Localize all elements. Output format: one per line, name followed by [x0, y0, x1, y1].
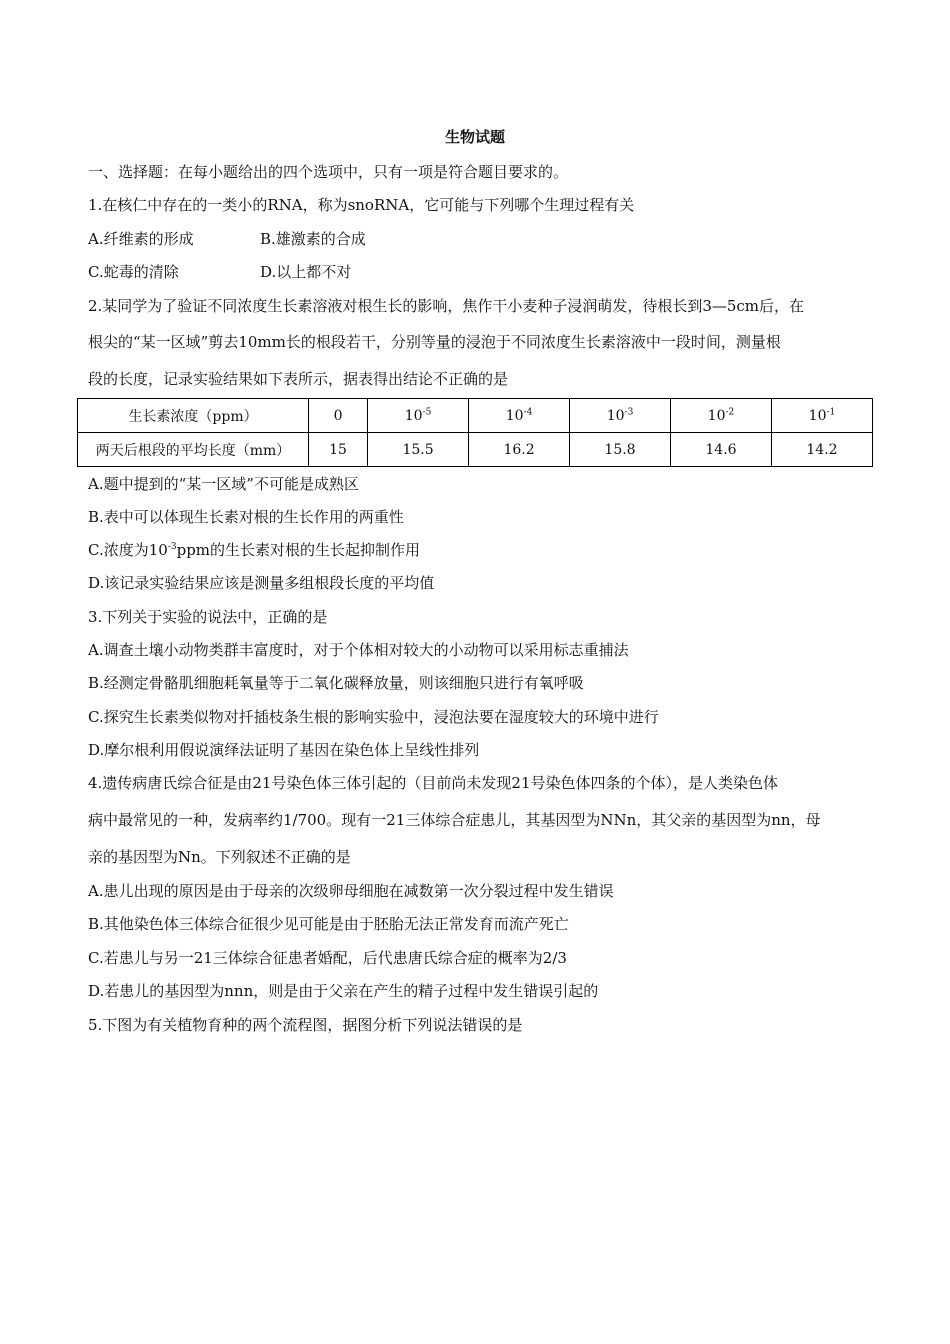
- question-3-option-a: A.调查土壤小动物类群丰富度时，对于个体相对较大的小动物可以采用标志重捕法: [88, 641, 629, 659]
- question-4-option-a: A.患儿出现的原因是由于母亲的次级卵母细胞在减数第一次分裂过程中发生错误: [88, 882, 614, 900]
- question-1-option-c: C.蛇毒的清除: [88, 263, 179, 281]
- table-cell: 15.5: [368, 433, 469, 467]
- question-2-option-d: D.该记录实验结果应该是测量多组根段长度的平均值: [88, 574, 435, 592]
- question-1-option-d: D.以上都不对: [260, 263, 352, 281]
- question-1-stem: 1.在核仁中存在的一类小的RNA，称为snoRNA，它可能与下列哪个生理过程有关: [88, 196, 635, 214]
- table-cell: 14.2: [771, 433, 872, 467]
- table-row: [78, 433, 873, 467]
- question-2-stem-line-1: 2.某同学为了验证不同浓度生长素溶液对根生长的影响，焦作干小麦种子浸润萌发，待根长到3—5cm后，在: [88, 297, 805, 315]
- question-4-stem-line-2: 病中最常见的一种，发病率约1/700。现有一21三体综合症患儿，其基因型为NNn，其父亲的基因型为nn，母: [88, 811, 821, 829]
- question-2-option-b: B.表中可以体现生长素对根的生长作用的两重性: [88, 508, 404, 526]
- table-header-concentration: 生长素浓度（ppm）: [78, 399, 309, 433]
- question-2-option-a: A.题中提到的“某一区域”不可能是成熟区: [88, 475, 359, 493]
- question-4-option-d: D.若患儿的基因型为nnn，则是由于父亲在产生的精子过程中发生错误引起的: [88, 982, 599, 1000]
- question-2-stem-line-2: 根尖的“某一区域”剪去10mm长的根段若干，分别等量的浸泡于不同浓度生长素溶液中一段时间，测量根: [88, 333, 781, 351]
- question-4-stem-line-1: 4.遗传病唐氏综合征是由21号染色体三体引起的（目前尚未发现21号染色体四条的个体），是人类染色体: [88, 774, 778, 792]
- table-header-length: 两天后根段的平均长度（mm）: [78, 433, 309, 467]
- question-1-option-a: A.纤维素的形成: [88, 230, 194, 248]
- table-cell: 16.2: [469, 433, 570, 467]
- question-2-stem-line-3: 段的长度，记录实验结果如下表所示，据表得出结论不正确的是: [88, 370, 509, 388]
- page-title: 生物试题: [444, 128, 505, 146]
- table-cell: $10^{-1}$: [771, 399, 872, 433]
- question-2-option-c: C.浓度为$10^{-3}ppm$的生长素对根的生长起抑制作用: [88, 541, 421, 559]
- question-5-stem: 5.下图为有关植物育种的两个流程图，据图分析下列说法错误的是: [88, 1016, 523, 1034]
- table-cell: $10^{-2}$: [671, 399, 772, 433]
- question-4-option-c: C.若患儿与另一21三体综合征患者婚配，后代患唐氏综合症的概率为2/3: [88, 949, 567, 967]
- table-cell: 14.6: [671, 433, 772, 467]
- question-3-stem: 3.下列关于实验的说法中，正确的是: [88, 608, 328, 626]
- question-1-option-b: B.雄激素的合成: [260, 230, 366, 248]
- question-3-option-b: B.经测定骨骼肌细胞耗氧量等于二氧化碳释放量，则该细胞只进行有氧呼吸: [88, 674, 584, 692]
- table-cell: 0: [309, 399, 368, 433]
- table-cell: $10^{-5}$: [368, 399, 469, 433]
- question-4-stem-line-3: 亲的基因型为Nn。下列叙述不正确的是: [88, 848, 351, 866]
- question-3-option-d: D.摩尔根利用假说演绎法证明了基因在染色体上呈线性排列: [88, 741, 480, 759]
- table-cell: 15: [309, 433, 368, 467]
- table-cell: 15.8: [570, 433, 671, 467]
- question-3-option-c: C.探究生长素类似物对扦插枝条生根的影响实验中，浸泡法要在湿度较大的环境中进行: [88, 708, 659, 726]
- question-4-option-b: B.其他染色体三体综合征很少见可能是由于胚胎无法正常发育而流产死亡: [88, 915, 569, 933]
- table-row: [78, 399, 873, 433]
- section-heading: 一、选择题：在每小题给出的四个选项中，只有一项是符合题目要求的。: [88, 163, 569, 181]
- table-cell: $10^{-4}$: [469, 399, 570, 433]
- results-table: [77, 398, 873, 467]
- table-cell: $10^{-3}$: [570, 399, 671, 433]
